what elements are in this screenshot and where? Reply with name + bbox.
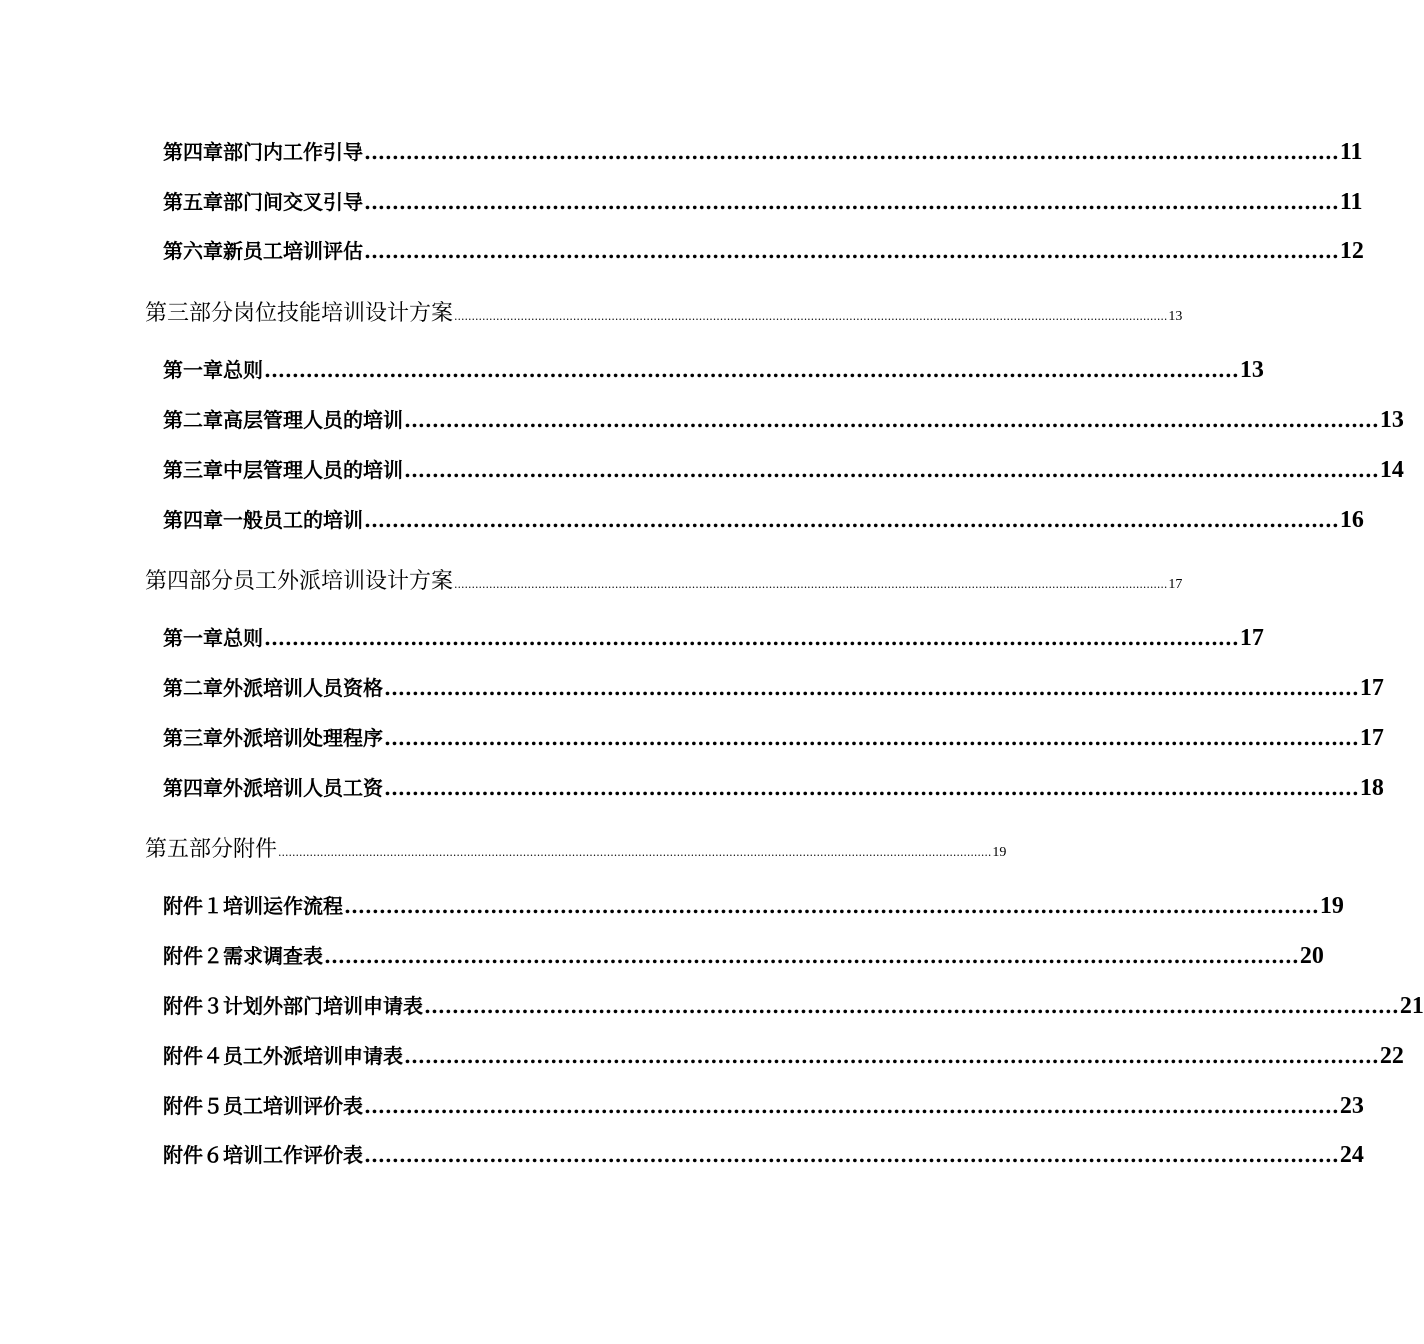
toc-entry-page: 21 [1399, 993, 1424, 1019]
toc-leader-dots: ............................................................................................................................................ [364, 508, 1339, 532]
toc-entry-label: 第四章 [163, 776, 223, 800]
toc-leader-dots: ............................................................................................................................................ [344, 894, 1319, 918]
toc-part-title: 岗位技能培训设计方案 [233, 301, 454, 326]
toc-entry-title: 员工外派培训申请表 [223, 1044, 403, 1068]
toc-entry-title: 培训运作流程 [223, 894, 343, 918]
toc-leader-dots: ............................................................................................................................................ [324, 944, 1299, 968]
toc-entry-page: 13 [1239, 357, 1264, 383]
toc-entry-label: 第五章 [163, 190, 223, 214]
toc-part-label: 第三部分 [145, 301, 234, 326]
toc-leader-dots: ............................................................................................................................................ [424, 994, 1399, 1018]
toc-entry-label: 第六章 [163, 239, 223, 263]
toc-entry[interactable] [163, 890, 1344, 920]
toc-entry-page: 12 [1339, 238, 1364, 264]
toc-entry[interactable] [163, 990, 1424, 1020]
toc-part-entry[interactable] [145, 564, 1183, 595]
toc-entry-label: 第三章 [163, 458, 223, 482]
toc-entry[interactable] [163, 1139, 1364, 1169]
toc-part-entry[interactable] [145, 832, 1007, 863]
toc-entry-page: 11 [1339, 139, 1363, 165]
toc-part-entry[interactable] [145, 296, 1183, 327]
toc-entry-page: 22 [1379, 1043, 1404, 1069]
toc-entry-label: 第一章 [163, 626, 223, 650]
toc-entry-title: 一般员工的培训 [223, 508, 363, 532]
toc-entry-title: 总则 [223, 626, 263, 650]
toc-entry-page: 19 [1319, 893, 1344, 919]
toc-entry[interactable] [163, 722, 1384, 752]
toc-entry-title: 部门内工作引导 [223, 140, 363, 164]
toc-leader-dots: ............................................................................................................................................ [364, 140, 1339, 164]
toc-part-label: 第五部分 [145, 837, 234, 862]
toc-leader-dots: ............................................................................................................................................ [384, 776, 1359, 800]
toc-entry[interactable] [163, 404, 1404, 434]
toc-entry[interactable] [163, 136, 1363, 166]
toc-entry[interactable] [163, 1040, 1404, 1070]
toc-entry-label: 第四章 [163, 508, 223, 532]
toc-leader-dots: ............................................................................................................................................ [364, 239, 1339, 263]
toc-part-page: 17 [1168, 577, 1183, 592]
toc-entry-label: 第四章 [163, 140, 223, 164]
toc-leader-dots: ............................................................................................................................................................................................................ [454, 578, 1168, 591]
toc-part-title: 员工外派培训设计方案 [233, 569, 454, 594]
toc-entry-title: 外派培训人员资格 [223, 676, 383, 700]
toc-part-title: 附件 [233, 837, 278, 862]
toc-entry-label: 附件２ [163, 944, 223, 968]
toc-entry-page: 16 [1339, 507, 1364, 533]
toc-leader-dots: ............................................................................................................................................................................................................ [278, 846, 992, 859]
toc-entry-title: 培训工作评价表 [223, 1143, 363, 1167]
toc-entry-page: 17 [1239, 625, 1264, 651]
toc-leader-dots: ............................................................................................................................................ [404, 458, 1379, 482]
toc-entry-label: 附件１ [163, 894, 223, 918]
toc-part-page: 13 [1168, 309, 1183, 324]
toc-entry-page: 17 [1359, 725, 1384, 751]
toc-entry-page: 20 [1299, 943, 1324, 969]
toc-entry-label: 第二章 [163, 676, 223, 700]
toc-entry-label: 第二章 [163, 408, 223, 432]
toc-entry-page: 11 [1339, 189, 1363, 215]
toc-part-page: 19 [992, 845, 1007, 860]
toc-entry[interactable] [163, 504, 1364, 534]
toc-entry[interactable] [163, 454, 1404, 484]
toc-entry-page: 24 [1339, 1142, 1364, 1168]
toc-leader-dots: ............................................................................................................................................................................................................ [454, 310, 1168, 323]
toc-leader-dots: ............................................................................................................................................ [364, 190, 1339, 214]
toc-leader-dots: ............................................................................................................................................ [384, 676, 1359, 700]
toc-entry-title: 总则 [223, 358, 263, 382]
toc-entry-label: 附件５ [163, 1094, 223, 1118]
toc-entry-page: 23 [1339, 1093, 1364, 1119]
toc-entry[interactable] [163, 672, 1384, 702]
toc-entry-title: 中层管理人员的培训 [223, 458, 403, 482]
toc-entry-page: 18 [1359, 775, 1384, 801]
toc-entry-title: 新员工培训评估 [223, 239, 363, 263]
toc-entry-title: 员工培训评价表 [223, 1094, 363, 1118]
toc-entry-page: 13 [1379, 407, 1404, 433]
toc-entry[interactable] [163, 940, 1324, 970]
toc-entry-label: 附件６ [163, 1143, 223, 1167]
toc-entry-label: 第三章 [163, 726, 223, 750]
toc-entry[interactable] [163, 186, 1363, 216]
toc-entry-label: 附件４ [163, 1044, 223, 1068]
toc-leader-dots: ............................................................................................................................................ [404, 408, 1379, 432]
toc-leader-dots: ............................................................................................................................................ [384, 726, 1359, 750]
toc-leader-dots: ............................................................................................................................................ [364, 1094, 1339, 1118]
toc-entry-title: 需求调查表 [223, 944, 323, 968]
toc-entry[interactable] [163, 235, 1364, 265]
toc-leader-dots: ............................................................................................................................................ [364, 1143, 1339, 1167]
toc-entry-label: 第一章 [163, 358, 223, 382]
toc-entry-page: 14 [1379, 457, 1404, 483]
toc-entry[interactable] [163, 1090, 1364, 1120]
toc-entry[interactable] [163, 622, 1264, 652]
toc-entry[interactable] [163, 772, 1384, 802]
toc-entry[interactable] [163, 354, 1264, 384]
toc-entry-title: 部门间交叉引导 [223, 190, 363, 214]
toc-entry-title: 外派培训处理程序 [223, 726, 383, 750]
toc-entry-title: 高层管理人员的培训 [223, 408, 403, 432]
toc-leader-dots: ............................................................................................................................................ [404, 1044, 1379, 1068]
toc-entry-title: 外派培训人员工资 [223, 776, 383, 800]
toc-leader-dots: ............................................................................................................................................ [264, 358, 1239, 382]
toc-entry-label: 附件３ [163, 994, 223, 1018]
toc-entry-page: 17 [1359, 675, 1384, 701]
toc-entry-title: 计划外部门培训申请表 [223, 994, 423, 1018]
toc-leader-dots: ............................................................................................................................................ [264, 626, 1239, 650]
toc-part-label: 第四部分 [145, 569, 234, 594]
